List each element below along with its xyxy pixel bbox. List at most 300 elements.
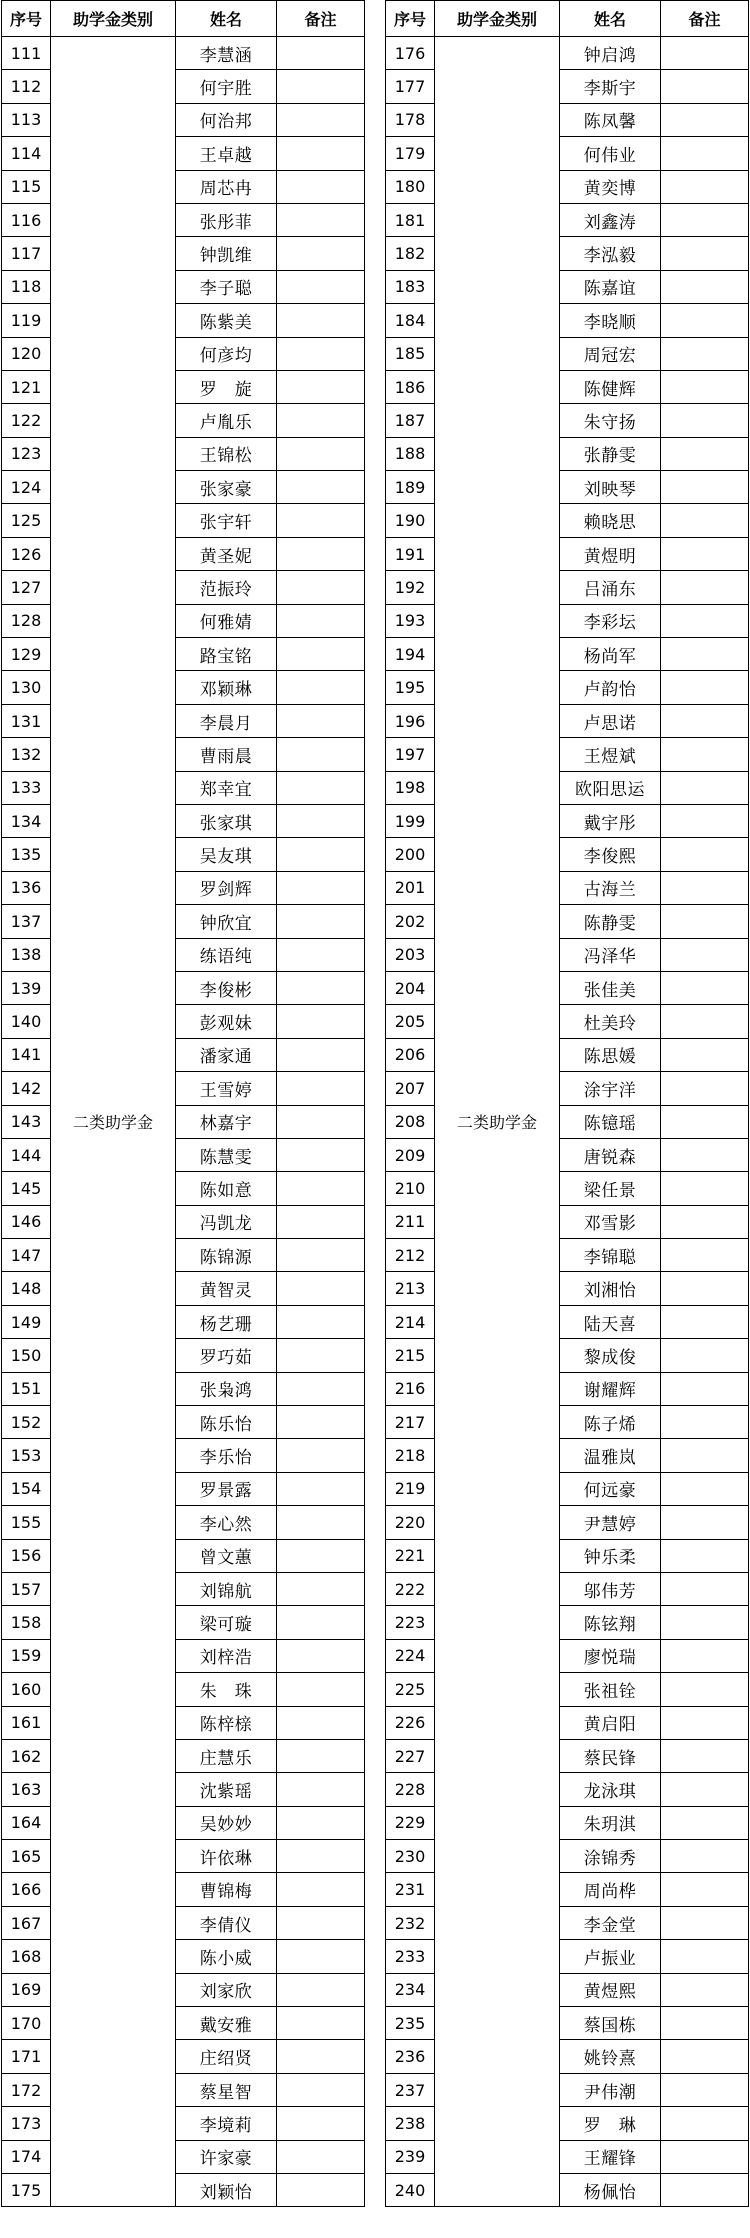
remark-cell (661, 1305, 749, 1338)
row-number: 141 (2, 1038, 51, 1071)
student-name: 曹雨晨 (176, 738, 277, 771)
student-name: 陈锦源 (176, 1239, 277, 1272)
student-name: 涂宇洋 (560, 1072, 661, 1105)
remark-cell (277, 504, 365, 537)
row-number: 140 (2, 1005, 51, 1038)
student-name: 罗剑辉 (176, 871, 277, 904)
remark-cell (661, 37, 749, 70)
header-row (2, 1, 365, 37)
remark-cell (661, 704, 749, 737)
row-number: 151 (2, 1372, 51, 1405)
row-number: 117 (2, 237, 51, 270)
row-number: 114 (2, 137, 51, 170)
student-name: 朱 珠 (176, 1673, 277, 1706)
row-number: 170 (2, 2007, 51, 2040)
row-number: 138 (2, 938, 51, 971)
remark-cell (661, 370, 749, 403)
row-number: 132 (2, 738, 51, 771)
student-name: 钟启鸿 (560, 37, 661, 70)
row-number: 121 (2, 370, 51, 403)
row-number: 211 (386, 1205, 435, 1238)
student-name: 李乐怡 (176, 1439, 277, 1472)
row-number: 144 (2, 1138, 51, 1171)
remark-cell (277, 2073, 365, 2106)
student-name: 李心然 (176, 1506, 277, 1539)
remark-cell (277, 1673, 365, 1706)
student-name: 邓雪影 (560, 1205, 661, 1238)
remark-cell (277, 871, 365, 904)
row-number: 165 (2, 1840, 51, 1873)
row-number: 136 (2, 871, 51, 904)
student-name: 龙泳琪 (560, 1773, 661, 1806)
remark-cell (277, 2107, 365, 2140)
row-number: 187 (386, 404, 435, 437)
remark-cell (277, 1305, 365, 1338)
student-name: 陈小威 (176, 1940, 277, 1973)
remark-cell (277, 1539, 365, 1572)
row-number: 234 (386, 1973, 435, 2006)
student-name: 沈紫瑶 (176, 1773, 277, 1806)
remark-cell (661, 270, 749, 303)
header-name: 姓名 (560, 1, 661, 37)
row-number: 221 (386, 1539, 435, 1572)
row-number: 236 (386, 2040, 435, 2073)
row-number: 204 (386, 971, 435, 1004)
remark-cell (661, 1572, 749, 1605)
student-name: 李子聪 (176, 270, 277, 303)
student-name: 刘湘怡 (560, 1272, 661, 1305)
row-number: 137 (2, 905, 51, 938)
student-name: 朱守扬 (560, 404, 661, 437)
row-number: 120 (2, 337, 51, 370)
student-name: 李斯宇 (560, 70, 661, 103)
remark-cell (277, 838, 365, 871)
student-name: 陈铉翔 (560, 1606, 661, 1639)
student-name: 梁任景 (560, 1172, 661, 1205)
header-name: 姓名 (176, 1, 277, 37)
row-number: 134 (2, 804, 51, 837)
remark-cell (277, 1840, 365, 1873)
row-number: 149 (2, 1305, 51, 1338)
student-name: 张佳美 (560, 971, 661, 1004)
row-number: 210 (386, 1172, 435, 1205)
remark-cell (661, 638, 749, 671)
row-number: 175 (2, 2174, 51, 2207)
remark-cell (277, 2140, 365, 2173)
student-name: 刘锦航 (176, 1572, 277, 1605)
remark-cell (277, 638, 365, 671)
student-name: 何治邦 (176, 103, 277, 136)
row-number: 233 (386, 1940, 435, 1973)
remark-cell (277, 2174, 365, 2207)
student-name: 黄煜熙 (560, 1973, 661, 2006)
stipend-table-right (385, 0, 749, 2207)
row-number: 112 (2, 70, 51, 103)
row-number: 176 (386, 37, 435, 70)
remark-cell (277, 304, 365, 337)
student-name: 黄奕博 (560, 170, 661, 203)
remark-cell (277, 237, 365, 270)
student-name: 陈子烯 (560, 1406, 661, 1439)
remark-cell (277, 404, 365, 437)
remark-cell (277, 70, 365, 103)
student-name: 尹慧婷 (560, 1506, 661, 1539)
student-name: 蔡国栋 (560, 2007, 661, 2040)
remark-cell (661, 337, 749, 370)
row-number: 139 (2, 971, 51, 1004)
remark-cell (661, 1639, 749, 1672)
remark-cell (661, 1072, 749, 1105)
student-name: 许依琳 (176, 1840, 277, 1873)
remark-cell (661, 404, 749, 437)
student-name: 李俊彬 (176, 971, 277, 1004)
row-number: 161 (2, 1706, 51, 1739)
student-name: 卢胤乐 (176, 404, 277, 437)
student-name: 黄煜明 (560, 537, 661, 570)
remark-cell (661, 1940, 749, 1973)
remark-cell (277, 203, 365, 236)
row-number: 202 (386, 905, 435, 938)
category-cell: 二类助学金 (435, 37, 560, 2207)
row-number: 150 (2, 1339, 51, 1372)
remark-cell (277, 1639, 365, 1672)
row-number: 186 (386, 370, 435, 403)
row-number: 185 (386, 337, 435, 370)
row-number: 166 (2, 1873, 51, 1906)
remark-cell (277, 1706, 365, 1739)
remark-cell (277, 37, 365, 70)
remark-cell (277, 1372, 365, 1405)
row-number: 228 (386, 1773, 435, 1806)
student-name: 郑幸宜 (176, 771, 277, 804)
student-name: 张宇轩 (176, 504, 277, 537)
student-name: 张彤菲 (176, 203, 277, 236)
remark-cell (661, 2040, 749, 2073)
student-name: 曹锦梅 (176, 1873, 277, 1906)
remark-cell (661, 1539, 749, 1572)
student-name: 卢思诺 (560, 704, 661, 737)
remark-cell (661, 1138, 749, 1171)
remark-cell (661, 1172, 749, 1205)
remark-cell (661, 537, 749, 570)
remark-cell (661, 1205, 749, 1238)
remark-cell (277, 1572, 365, 1605)
student-name: 周尚桦 (560, 1873, 661, 1906)
student-name: 罗 琳 (560, 2107, 661, 2140)
student-name: 吴友琪 (176, 838, 277, 871)
remark-cell (277, 170, 365, 203)
student-name: 李泓毅 (560, 237, 661, 270)
student-name: 李境莉 (176, 2107, 277, 2140)
student-name: 李晨月 (176, 704, 277, 737)
row-number: 216 (386, 1372, 435, 1405)
row-number: 209 (386, 1138, 435, 1171)
student-name: 何远豪 (560, 1472, 661, 1505)
remark-cell (661, 1806, 749, 1839)
remark-cell (661, 504, 749, 537)
row-number: 163 (2, 1773, 51, 1806)
student-name: 谢耀辉 (560, 1372, 661, 1405)
student-name: 罗巧茹 (176, 1339, 277, 1372)
student-name: 张静雯 (560, 437, 661, 470)
student-name: 杜美玲 (560, 1005, 661, 1038)
header-category: 助学金类别 (435, 1, 560, 37)
student-name: 王耀锋 (560, 2140, 661, 2173)
student-name: 刘映琴 (560, 471, 661, 504)
remark-cell (277, 571, 365, 604)
student-name: 尹伟潮 (560, 2073, 661, 2106)
row-number: 160 (2, 1673, 51, 1706)
row-number: 155 (2, 1506, 51, 1539)
row-number: 203 (386, 938, 435, 971)
student-name: 温雅岚 (560, 1439, 661, 1472)
remark-cell (277, 1940, 365, 1973)
row-number: 178 (386, 103, 435, 136)
student-name: 庄慧乐 (176, 1739, 277, 1772)
row-number: 229 (386, 1806, 435, 1839)
student-name: 吕涌东 (560, 571, 661, 604)
student-name: 曾文蕙 (176, 1539, 277, 1572)
row-number: 113 (2, 103, 51, 136)
student-name: 张祖铨 (560, 1673, 661, 1706)
remark-cell (277, 1138, 365, 1171)
student-name: 邓颖琳 (176, 671, 277, 704)
student-name: 周冠宏 (560, 337, 661, 370)
remark-cell (661, 1773, 749, 1806)
row-number: 194 (386, 638, 435, 671)
row-number: 142 (2, 1072, 51, 1105)
student-name: 唐锐森 (560, 1138, 661, 1171)
student-name: 杨尚军 (560, 638, 661, 671)
remark-cell (661, 1840, 749, 1873)
student-name: 刘家欣 (176, 1973, 277, 2006)
row-number: 135 (2, 838, 51, 871)
row-number: 119 (2, 304, 51, 337)
student-name: 古海兰 (560, 871, 661, 904)
row-number: 218 (386, 1439, 435, 1472)
remark-cell (661, 1472, 749, 1505)
row-number: 182 (386, 237, 435, 270)
remark-cell (277, 1105, 365, 1138)
row-number: 122 (2, 404, 51, 437)
row-number: 226 (386, 1706, 435, 1739)
row-number: 190 (386, 504, 435, 537)
student-name: 陈嘉谊 (560, 270, 661, 303)
row-number: 118 (2, 270, 51, 303)
remark-cell (661, 905, 749, 938)
row-number: 205 (386, 1005, 435, 1038)
remark-cell (661, 2007, 749, 2040)
row-number: 179 (386, 137, 435, 170)
student-name: 李金堂 (560, 1906, 661, 1939)
row-number: 174 (2, 2140, 51, 2173)
remark-cell (661, 604, 749, 637)
row-number: 168 (2, 1940, 51, 1973)
student-name: 何宇胜 (176, 70, 277, 103)
student-name: 杨艺珊 (176, 1305, 277, 1338)
student-name: 李慧涵 (176, 37, 277, 70)
remark-cell (661, 103, 749, 136)
row-number: 201 (386, 871, 435, 904)
row-number: 146 (2, 1205, 51, 1238)
student-name: 陈凤馨 (560, 103, 661, 136)
remark-cell (661, 1439, 749, 1472)
student-name: 邬伟芳 (560, 1572, 661, 1605)
student-name: 冯泽华 (560, 938, 661, 971)
row-number: 206 (386, 1038, 435, 1071)
student-name: 欧阳思运 (560, 771, 661, 804)
student-name: 冯凯龙 (176, 1205, 277, 1238)
row-number: 217 (386, 1406, 435, 1439)
student-name: 钟欣宜 (176, 905, 277, 938)
row-number: 180 (386, 170, 435, 203)
remark-cell (661, 2073, 749, 2106)
row-number: 133 (2, 771, 51, 804)
remark-cell (277, 1272, 365, 1305)
row-number: 213 (386, 1272, 435, 1305)
remark-cell (277, 2007, 365, 2040)
student-name: 陈健辉 (560, 370, 661, 403)
remark-cell (661, 170, 749, 203)
row-number: 162 (2, 1739, 51, 1772)
student-name: 戴宇彤 (560, 804, 661, 837)
remark-cell (277, 1806, 365, 1839)
row-number: 192 (386, 571, 435, 604)
row-number: 222 (386, 1572, 435, 1605)
row-number: 124 (2, 471, 51, 504)
remark-cell (277, 905, 365, 938)
student-name: 张枭鸿 (176, 1372, 277, 1405)
remark-cell (661, 1673, 749, 1706)
student-name: 李俊熙 (560, 838, 661, 871)
remark-cell (277, 971, 365, 1004)
remark-cell (277, 1973, 365, 2006)
student-name: 陈静雯 (560, 905, 661, 938)
row-number: 154 (2, 1472, 51, 1505)
row-number: 237 (386, 2073, 435, 2106)
row-number: 164 (2, 1806, 51, 1839)
student-name: 刘颖怡 (176, 2174, 277, 2207)
row-number: 227 (386, 1739, 435, 1772)
row-number: 196 (386, 704, 435, 737)
row-number: 173 (2, 2107, 51, 2140)
student-name: 周芯冉 (176, 170, 277, 203)
remark-cell (661, 1372, 749, 1405)
row-number: 230 (386, 1840, 435, 1873)
row-number: 195 (386, 671, 435, 704)
row-number: 129 (2, 638, 51, 671)
student-name: 涂锦秀 (560, 1840, 661, 1873)
remark-cell (277, 2040, 365, 2073)
row-number: 199 (386, 804, 435, 837)
remark-cell (277, 1873, 365, 1906)
row-number: 115 (2, 170, 51, 203)
student-name: 王锦松 (176, 437, 277, 470)
remark-cell (661, 70, 749, 103)
student-name: 刘鑫涛 (560, 203, 661, 236)
remark-cell (277, 1205, 365, 1238)
student-name: 刘梓浩 (176, 1639, 277, 1672)
student-name: 陈乐怡 (176, 1406, 277, 1439)
student-name: 陈镱瑶 (560, 1105, 661, 1138)
remark-cell (661, 1873, 749, 1906)
student-name: 梁可璇 (176, 1606, 277, 1639)
student-name: 王雪婷 (176, 1072, 277, 1105)
student-name: 蔡民锋 (560, 1739, 661, 1772)
student-name: 陈慧雯 (176, 1138, 277, 1171)
student-name: 李彩坛 (560, 604, 661, 637)
row-number: 177 (386, 70, 435, 103)
row-number: 157 (2, 1572, 51, 1605)
row-number: 197 (386, 738, 435, 771)
student-name: 卢韵怡 (560, 671, 661, 704)
remark-cell (277, 471, 365, 504)
row-number: 224 (386, 1639, 435, 1672)
header-no: 序号 (2, 1, 51, 37)
student-name: 钟凯维 (176, 237, 277, 270)
remark-cell (661, 771, 749, 804)
student-name: 钟乐柔 (560, 1539, 661, 1572)
student-name: 练语纯 (176, 938, 277, 971)
student-name: 陈思媛 (560, 1038, 661, 1071)
row-number: 189 (386, 471, 435, 504)
row-number: 219 (386, 1472, 435, 1505)
row-number: 123 (2, 437, 51, 470)
row-number: 238 (386, 2107, 435, 2140)
student-name: 黄圣妮 (176, 537, 277, 570)
row-number: 223 (386, 1606, 435, 1639)
row-number: 128 (2, 604, 51, 637)
student-name: 王煜斌 (560, 738, 661, 771)
student-name: 朱玥淇 (560, 1806, 661, 1839)
student-name: 姚铃熹 (560, 2040, 661, 2073)
remark-cell (661, 1606, 749, 1639)
remark-cell (277, 604, 365, 637)
header-remark: 备注 (661, 1, 749, 37)
remark-cell (277, 1038, 365, 1071)
remark-cell (661, 2174, 749, 2207)
remark-cell (277, 938, 365, 971)
remark-cell (661, 1339, 749, 1372)
student-name: 廖悦瑞 (560, 1639, 661, 1672)
remark-cell (661, 1239, 749, 1272)
remark-cell (277, 771, 365, 804)
remark-cell (661, 1906, 749, 1939)
remark-cell (277, 1773, 365, 1806)
remark-cell (277, 103, 365, 136)
header-category: 助学金类别 (51, 1, 176, 37)
student-name: 李晓顺 (560, 304, 661, 337)
remark-cell (661, 137, 749, 170)
row-number: 208 (386, 1105, 435, 1138)
remark-cell (277, 1739, 365, 1772)
student-name: 潘家通 (176, 1038, 277, 1071)
remark-cell (277, 370, 365, 403)
row-number: 191 (386, 537, 435, 570)
student-name: 路宝铭 (176, 638, 277, 671)
remark-cell (661, 1105, 749, 1138)
table-row (2, 37, 365, 70)
row-number: 181 (386, 203, 435, 236)
remark-cell (661, 1506, 749, 1539)
stipend-table-left (1, 0, 365, 2207)
student-name: 李锦聪 (560, 1239, 661, 1272)
student-name: 陈如意 (176, 1172, 277, 1205)
category-cell: 二类助学金 (51, 37, 176, 2207)
student-name: 吴妙妙 (176, 1806, 277, 1839)
student-name: 黄启阳 (560, 1706, 661, 1739)
remark-cell (277, 804, 365, 837)
